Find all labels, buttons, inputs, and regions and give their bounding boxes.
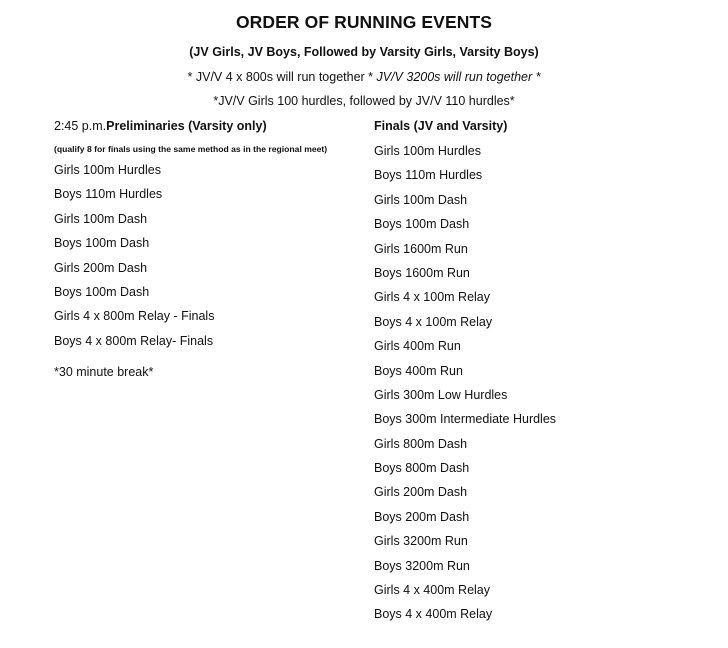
- relay-note-part1: * JV/V 4 x 800s will run together *: [187, 70, 377, 84]
- event-item: Girls 100m Hurdles: [374, 144, 481, 158]
- preliminaries-column: [54, 118, 364, 379]
- event-item: Girls 4 x 800m Relay - Finals: [54, 309, 215, 324]
- finals-column: [374, 118, 694, 627]
- page-title: ORDER OF RUNNING EVENTS: [235, 12, 493, 32]
- event-item: Boys 300m Intermediate Hurdles: [374, 412, 557, 427]
- preliminaries-heading: [54, 118, 364, 134]
- event-item: Boys 4 x 800m Relay- Finals: [54, 333, 214, 348]
- event-item: Girls 800m Dash: [374, 436, 468, 451]
- event-item: Girls 100m Hurdles: [54, 163, 161, 177]
- relay-note-part2: JV/V 3200s will run together *: [376, 70, 541, 84]
- event-item: Girls 300m Low Hurdles: [374, 387, 508, 402]
- relay-note: [0, 70, 728, 84]
- event-item: Boys 100m Dash: [374, 217, 470, 232]
- qualify-note: (qualify 8 for finals using the same method as in the regional meet): [54, 144, 328, 154]
- event-item: Girls 200m Dash: [374, 485, 468, 500]
- event-item: Girls 4 x 400m Relay: [374, 583, 491, 598]
- event-item: Boys 200m Dash: [374, 509, 470, 524]
- event-item: Boys 100m Dash: [54, 236, 150, 251]
- preliminaries-list: [54, 158, 364, 353]
- event-item: Girls 200m Dash: [54, 260, 148, 275]
- event-item: Girls 100m Dash: [54, 211, 148, 226]
- event-item: Boys 110m Hurdles: [54, 187, 163, 202]
- event-item: Girls 1600m Run: [374, 241, 468, 256]
- preliminaries-time: 2:45 p.m.: [54, 119, 107, 133]
- subtitle: (JV Girls, JV Boys, Followed by Varsity Girls, Varsity Boys): [189, 45, 539, 59]
- preliminaries-title: Preliminaries (Varsity only): [106, 119, 267, 133]
- event-item: Girls 400m Run: [374, 339, 461, 354]
- event-item: Boys 3200m Run: [374, 558, 470, 573]
- event-item: Boys 4 x 100m Relay: [374, 314, 493, 329]
- event-item: Boys 100m Dash: [54, 284, 150, 299]
- event-item: Boys 110m Hurdles: [374, 168, 483, 183]
- finals-title: Finals (JV and Varsity): [374, 119, 508, 133]
- finals-heading: [374, 118, 694, 134]
- break-note: *30 minute break*: [54, 365, 154, 380]
- event-item: Boys 400m Run: [374, 363, 463, 378]
- event-item: Girls 100m Dash: [374, 192, 468, 207]
- hurdles-note: *JV/V Girls 100 hurdles, followed by JV/V 110 hurdles*: [213, 94, 515, 108]
- event-item: Boys 1600m Run: [374, 265, 470, 280]
- event-item: Boys 4 x 400m Relay: [374, 607, 493, 622]
- event-item: Girls 3200m Run: [374, 534, 468, 549]
- event-item: Girls 4 x 100m Relay: [374, 290, 491, 305]
- event-item: Boys 800m Dash: [374, 461, 470, 476]
- finals-list: [374, 139, 694, 627]
